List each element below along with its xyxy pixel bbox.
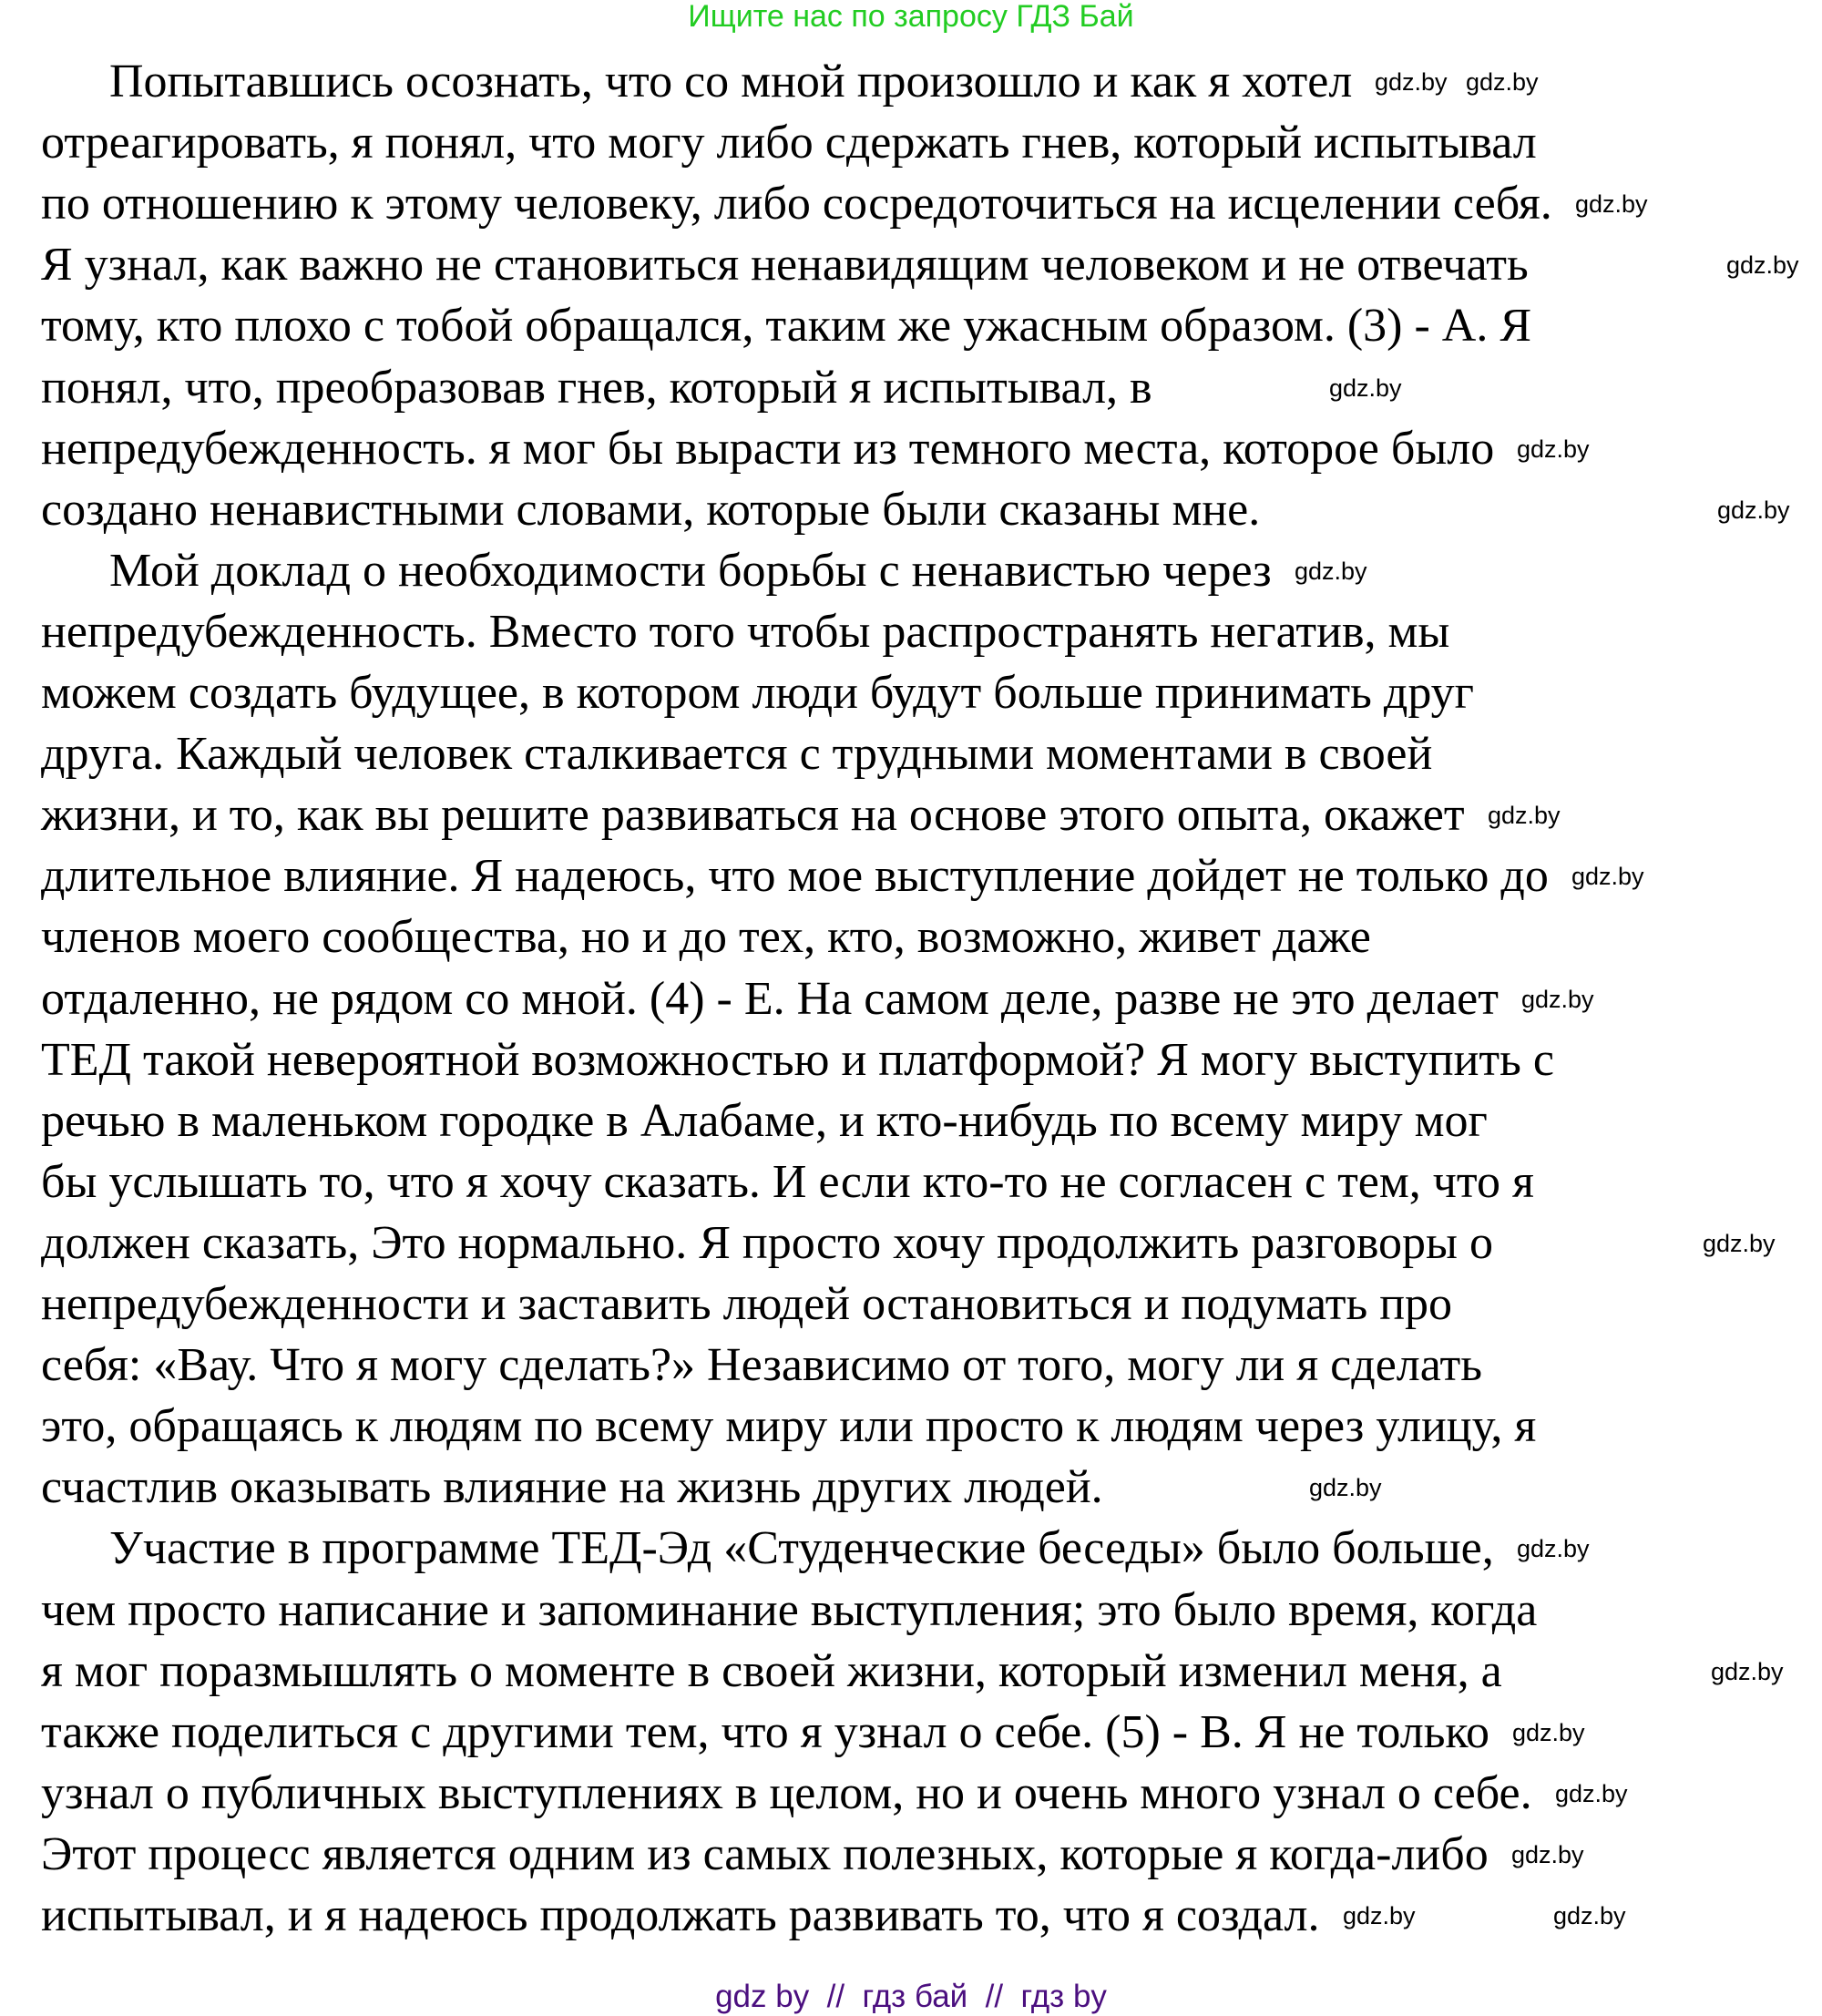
text-line: тому, кто плохо с тобой обращался, таким же ужасным образом. (3) - А. Я bbox=[41, 300, 1532, 353]
text-line: себя: «Вау. Что я могу сделать?» Независимо от того, могу ли я сделать bbox=[41, 1339, 1482, 1392]
watermark: gdz.by bbox=[1571, 863, 1644, 891]
watermark: gdz.by bbox=[1375, 68, 1448, 96]
watermark: gdz.by bbox=[1466, 68, 1539, 96]
watermark: gdz.by bbox=[1717, 496, 1790, 524]
text-line: узнал о публичных выступлениях в целом, но и очень много узнал о себе. bbox=[41, 1766, 1532, 1819]
text-line: это, обращаясь к людям по всему миру или просто к людям через улицу, я bbox=[41, 1400, 1537, 1453]
text-line: испытывал, и я надеюсь продолжать развивать то, что я создал. bbox=[41, 1889, 1320, 1941]
text-line: непредубежденности и заставить людей остановиться и подумать про bbox=[41, 1278, 1453, 1330]
text-line: я мог поразмышлять о моменте в своей жизни, который изменил меня, а bbox=[41, 1644, 1502, 1697]
text-line: создано ненавистными словами, которые были сказаны мне. bbox=[41, 483, 1261, 536]
text-line: Я узнал, как важно не становиться ненавидящим человеком и не отвечать bbox=[41, 239, 1529, 292]
text-line: ТЕД такой невероятной возможностью и платформой? Я могу выступить с bbox=[41, 1033, 1554, 1086]
text-line: Участие в программе ТЕД-Эд «Студенческие беседы» было больше, bbox=[109, 1522, 1494, 1575]
text-line: должен сказать, Это нормально. Я просто хочу продолжить разговоры о bbox=[41, 1216, 1493, 1269]
watermark: gdz.by bbox=[1295, 557, 1367, 585]
text-line: Этот процесс является одним из самых полезных, которые я когда-либо bbox=[41, 1827, 1489, 1880]
text-line: по отношению к этому человеку, либо сосредоточиться на исцелении себя. bbox=[41, 178, 1552, 230]
text-line: отреагировать, я понял, что могу либо сдержать гнев, который испытывал bbox=[41, 117, 1537, 169]
watermark: gdz.by bbox=[1512, 1718, 1585, 1746]
text-line: речью в маленьком городке в Алабаме, и кто-нибудь по всему миру мог bbox=[41, 1094, 1488, 1147]
footer-links: gdz by // гдз бай // гдз by bbox=[715, 1979, 1107, 2014]
watermark: gdz.by bbox=[1309, 1474, 1382, 1502]
text-line: можем создать будущее, в котором люди будут больше принимать друг bbox=[41, 667, 1474, 719]
watermark: gdz.by bbox=[1703, 1229, 1776, 1257]
text-line: понял, что, преобразовав гнев, который я испытывал, в bbox=[41, 361, 1152, 414]
watermark: gdz.by bbox=[1511, 1840, 1584, 1868]
text-line: бы услышать то, что я хочу сказать. И если кто-то не согласен с тем, что я bbox=[41, 1155, 1534, 1208]
watermark: gdz.by bbox=[1521, 985, 1594, 1013]
text-line: друга. Каждый человек сталкивается с трудными моментами в своей bbox=[41, 728, 1433, 781]
text-line: также поделиться с другими тем, что я узнал о себе. (5) - В. Я не только bbox=[41, 1705, 1490, 1758]
watermark: gdz.by bbox=[1555, 1779, 1628, 1807]
text-line: Попытавшись осознать, что со мной произошло и как я хотел bbox=[109, 56, 1353, 107]
search-hint-banner: Ищите нас по запросу ГДЗ Бай bbox=[688, 0, 1134, 34]
text-line: Мой доклад о необходимости борьбы с ненавистью через bbox=[109, 544, 1272, 597]
watermark: gdz.by bbox=[1553, 1902, 1626, 1929]
watermark: gdz.by bbox=[1517, 1535, 1590, 1563]
text-line: непредубежденность. Вместо того чтобы распространять негатив, мы bbox=[41, 605, 1450, 658]
text-line: чем просто написание и запоминание выступления; это было время, когда bbox=[41, 1583, 1538, 1636]
text-line: жизни, и то, как вы решите развиваться на основе этого опыта, окажет bbox=[41, 789, 1465, 842]
text-line: длительное влияние. Я надеюсь, что мое выступление дойдет не только до bbox=[41, 850, 1549, 903]
watermark: gdz.by bbox=[1726, 251, 1799, 280]
watermark: gdz.by bbox=[1488, 802, 1561, 830]
text-line: отдаленно, не рядом со мной. (4) - Е. На самом деле, разве не это делает bbox=[41, 972, 1499, 1025]
text-line: счастлив оказывать влияние на жизнь других людей. bbox=[41, 1461, 1103, 1514]
text-line: членов моего сообщества, но и до тех, кто, возможно, живет даже bbox=[41, 911, 1371, 964]
watermark: gdz.by bbox=[1711, 1657, 1784, 1685]
text-line: непредубежденность. я мог бы вырасти из темного места, которое было bbox=[41, 422, 1495, 475]
watermark: gdz.by bbox=[1343, 1902, 1416, 1929]
watermark: gdz.by bbox=[1329, 374, 1402, 402]
watermark: gdz.by bbox=[1575, 190, 1648, 219]
watermark: gdz.by bbox=[1517, 435, 1590, 463]
